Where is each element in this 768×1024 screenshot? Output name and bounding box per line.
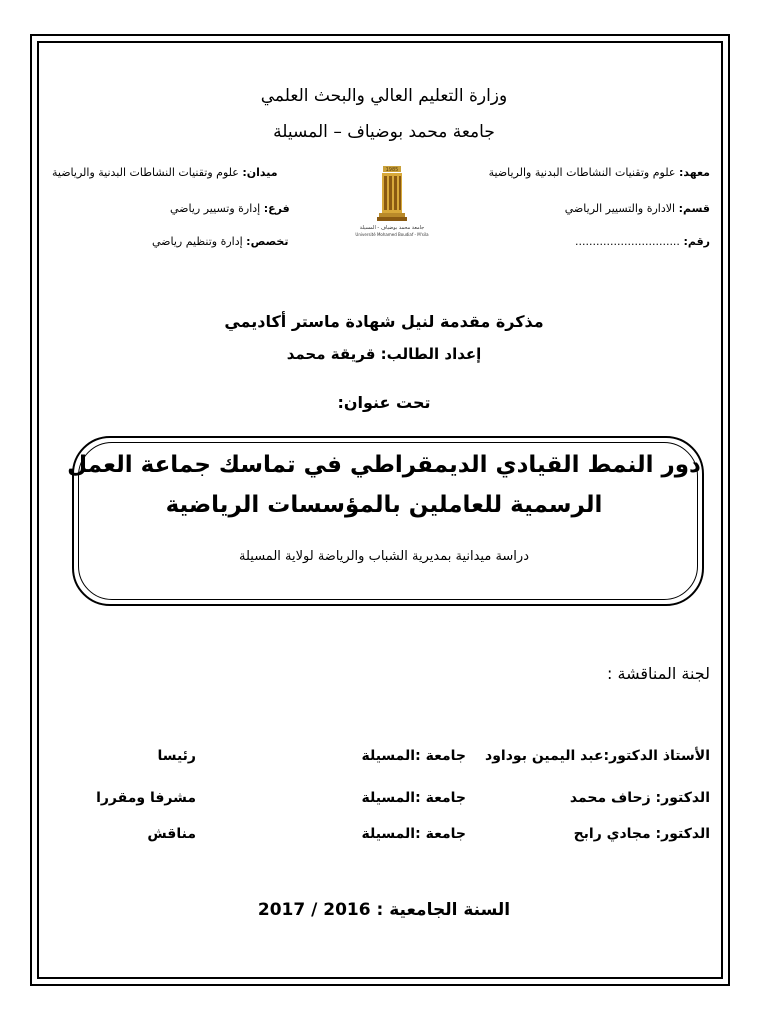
jury-member-university: جامعة :المسيلة [361,826,466,842]
ministry-heading: وزارة التعليم العالي والبحث العلمي [260,86,508,106]
jury-member-role: مشرفا ومقررا [96,790,196,806]
memo-heading: مذكرة مقدمة لنيل شهادة ماستر أكاديمي [224,312,544,331]
logo-caption-ar: جامعة محمد بوضياف - المسيلة [359,225,425,231]
number-label: رقم: [683,235,710,248]
thesis-title-line1: دور النمط القيادي الديمقراطي في تماسك جماعة العمل [67,452,701,478]
specialty-value: إدارة وتنظيم رياضي [152,235,243,248]
number-line [575,235,710,248]
institute-value: علوم وتقنيات النشاطات البدنية والرياضية [488,166,676,179]
field-label: ميدان: [242,166,278,179]
field-value: علوم وتقنيات النشاطات البدنية والرياضية [52,166,239,179]
branch-value: إدارة وتسيير رياضي [170,202,261,215]
jury-member-name: الأستاذ الدكتور:عبد اليمين بوداود [485,748,710,764]
student-line: إعداد الطالب: قريقة محمد [286,345,482,363]
logo-caption-fr: Université Mohamed Boudiaf - M'sila [355,232,429,237]
jury-member-name: الدكتور: مجادي رابح [573,826,710,842]
logo-year: 1985 [385,167,399,173]
under-title-label: تحت عنوان: [337,393,431,412]
branch-line [170,202,290,215]
jury-member-role: مناقش [147,826,196,842]
branch-label: فرع: [263,202,290,215]
number-value: .............................. [575,235,680,248]
jury-member-name: الدكتور: زحاف محمد [569,790,710,806]
department-label: قسم: [678,202,710,215]
jury-member-university: جامعة :المسيلة [361,790,466,806]
committee-heading: لجنة المناقشة : [607,664,710,683]
jury-member-university: جامعة :المسيلة [361,748,466,764]
institute-line [489,166,710,179]
specialty-label: تخصص: [246,235,289,248]
institute-label: معهد: [678,166,710,179]
field-line [52,166,278,179]
academic-year: السنة الجامعية : 2016 / 2017 [257,900,511,920]
thesis-subtitle: دراسة ميدانية بمديرية الشباب والرياضة لولاية المسيلة [239,549,529,564]
department-value: الادارة والتسيير الرياضي [564,202,676,215]
specialty-line [152,235,288,248]
jury-member-role: رئيسا [157,748,196,764]
department-line [565,202,710,215]
university-heading: جامعة محمد بوضياف – المسيلة [273,122,495,142]
thesis-title-line2: الرسمية للعاملين بالمؤسسات الرياضية [165,492,603,518]
university-logo [353,166,431,250]
